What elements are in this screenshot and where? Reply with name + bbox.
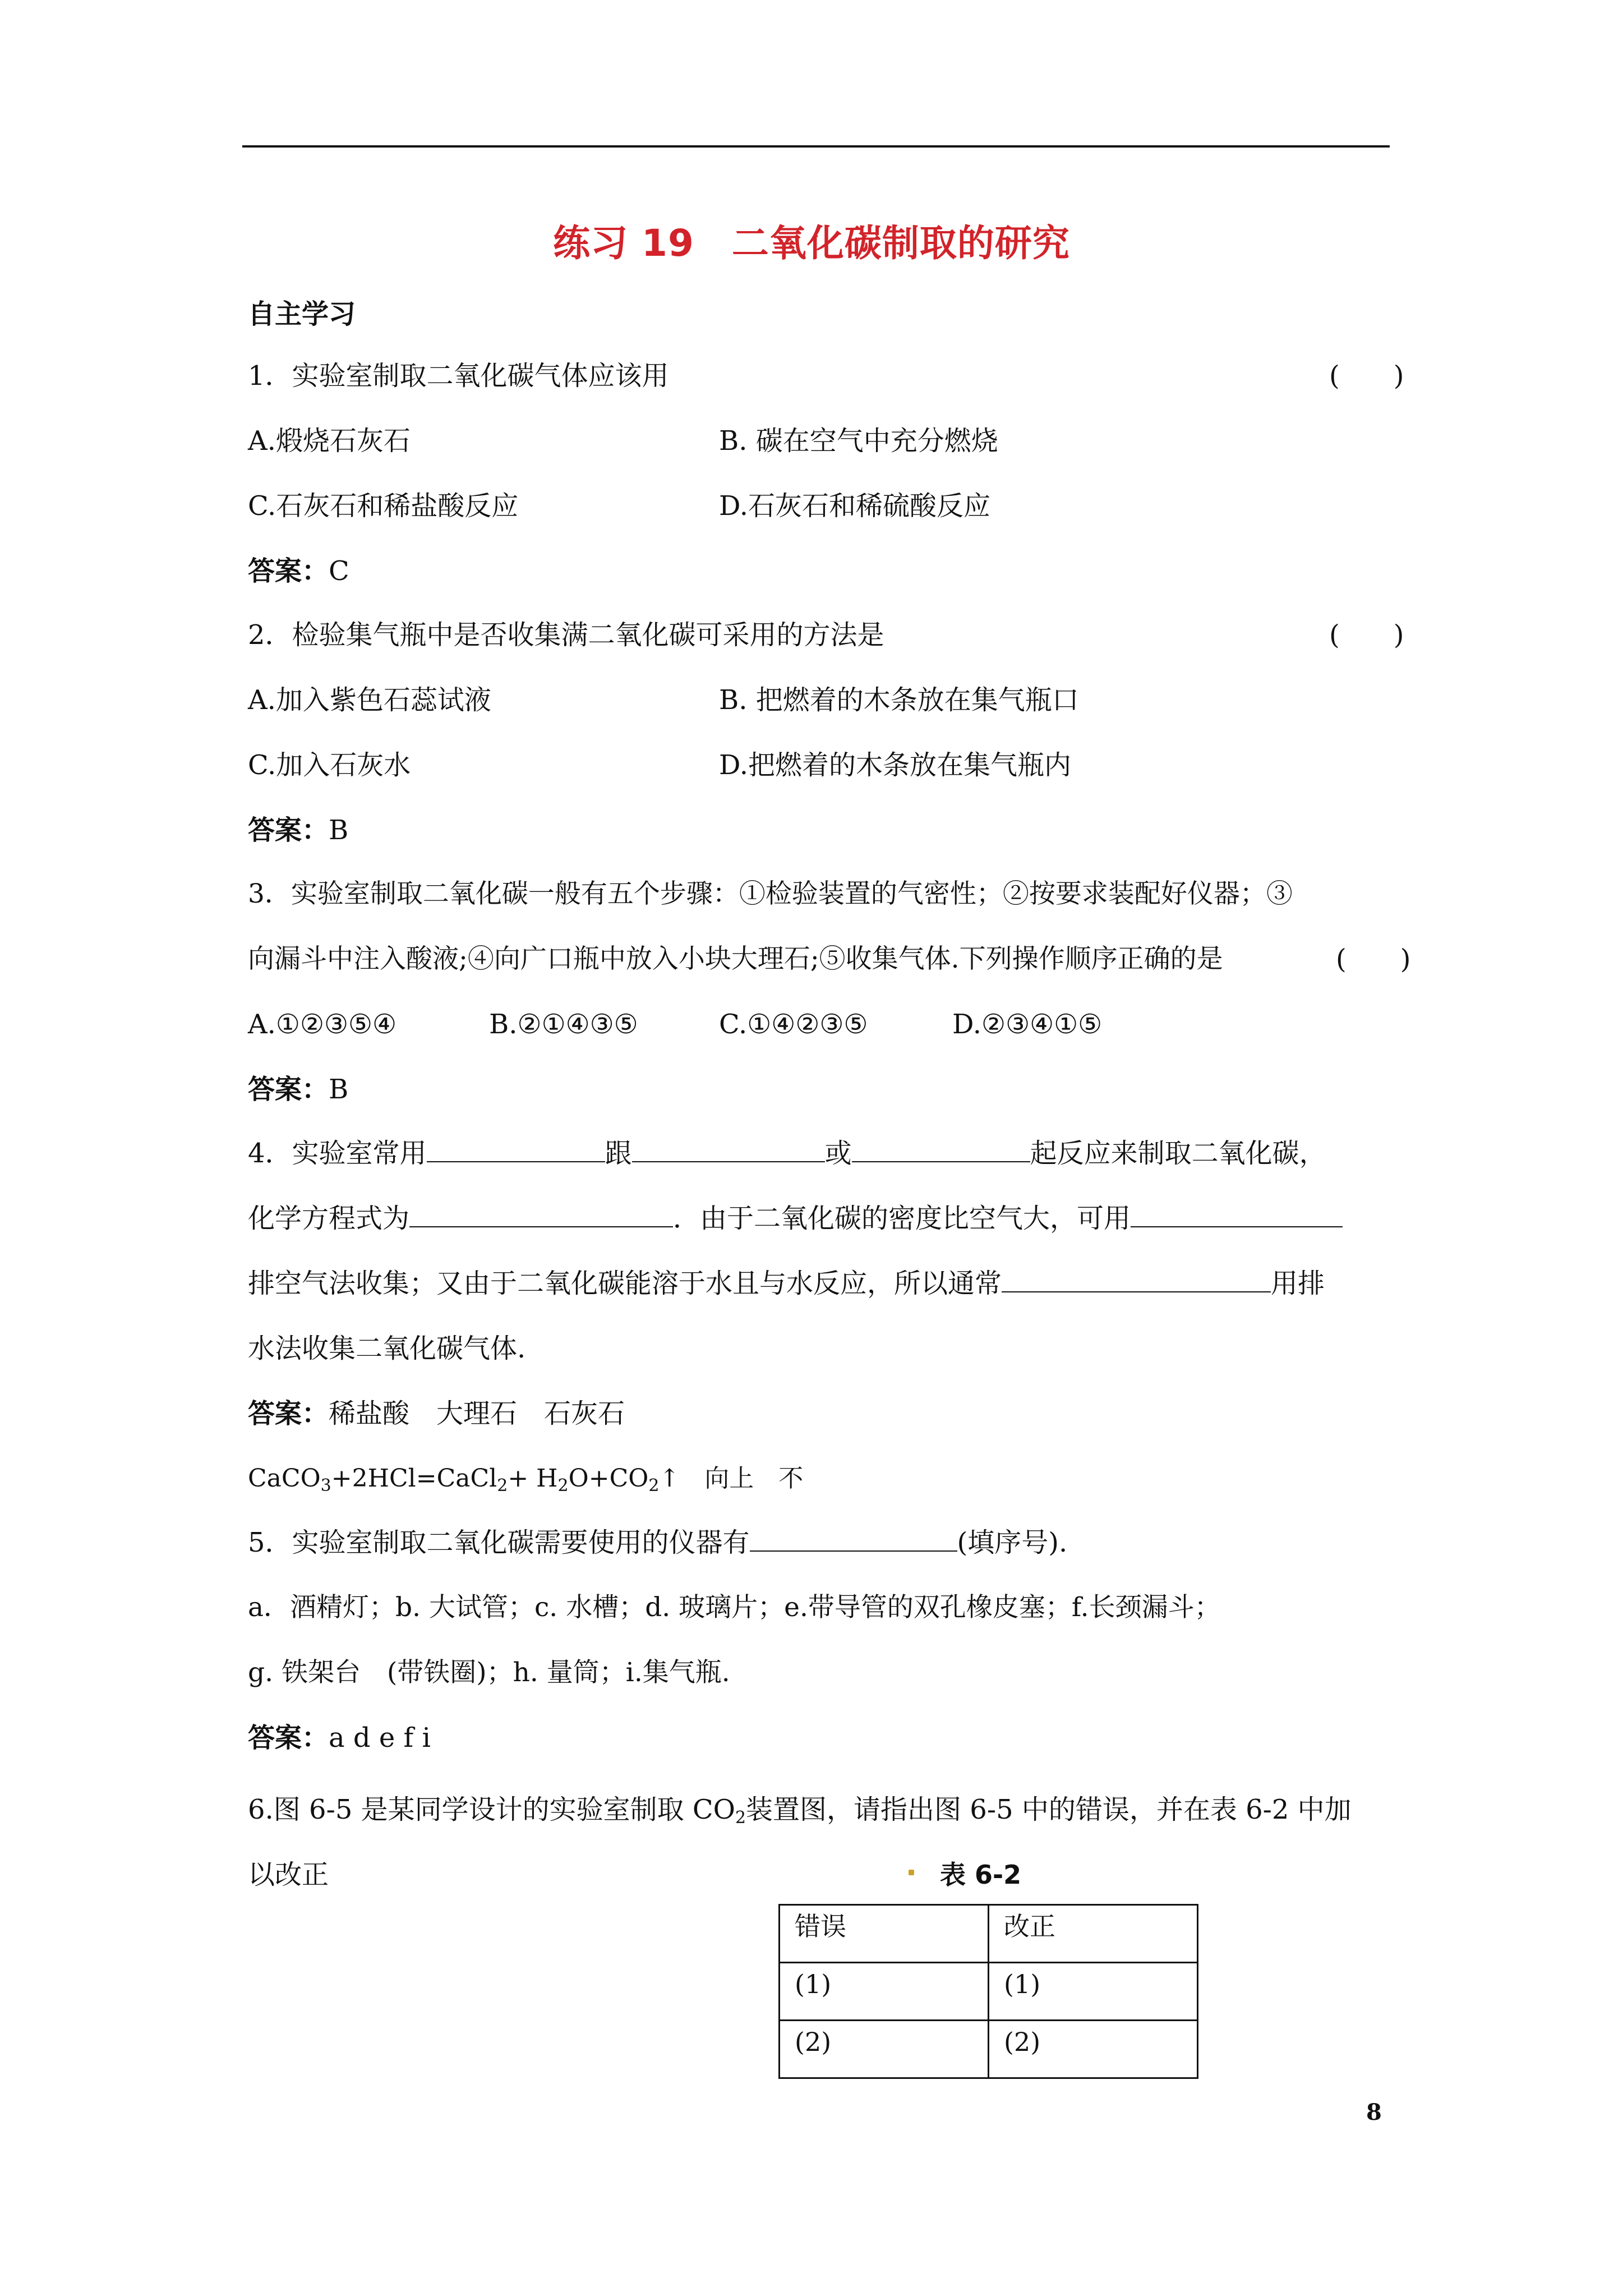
- q3-paren: ( ): [1336, 944, 1411, 975]
- table-cell: (1): [780, 1963, 989, 2021]
- q4-equation: [248, 1462, 803, 1503]
- equation-part: +2HCl=CaCl: [331, 1464, 497, 1493]
- decorative-dot: [909, 1870, 914, 1875]
- q4-answer-value: 稀盐酸 大理石 石灰石: [329, 1398, 625, 1429]
- equation-part: + H: [508, 1464, 558, 1493]
- q3-option-b: B.②①④③⑤: [489, 1009, 638, 1040]
- q2-option-b: B. 把燃着的木条放在集气瓶口: [719, 684, 1079, 716]
- q5-text: (填序号).: [957, 1527, 1068, 1558]
- q4-text: 或: [824, 1138, 852, 1169]
- q3-option-a: A.①②③⑤④: [248, 1009, 397, 1040]
- q5-options-line-1: a．酒精灯；b. 大试管；c. 水槽；d. 玻璃片；e.带导管的双孔橡皮塞；f.长颈漏斗；: [248, 1592, 1221, 1623]
- q2-option-c: C.加入石灰水: [248, 749, 411, 781]
- q3-answer-value: B: [329, 1074, 349, 1105]
- q6-text: 6.图 6-5 是某同学设计的实验室制取 CO: [248, 1794, 735, 1825]
- q4-blank-2: [632, 1137, 825, 1162]
- q2-option-a: A.加入紫色石蕊试液: [248, 684, 491, 716]
- equation-subscript: 2: [557, 1476, 569, 1496]
- q4-text: 排空气法收集；又由于二氧化碳能溶于水且与水反应，所以通常: [248, 1268, 1002, 1299]
- answer-label: 答案：: [248, 1722, 329, 1754]
- q4-blank-5: [1131, 1202, 1343, 1227]
- q4-line-4: 水法收集二氧化碳气体.: [248, 1333, 526, 1364]
- section-heading: 自主学习: [248, 298, 356, 330]
- q4-blank-4: [409, 1202, 673, 1227]
- q4-text: ．由于二氧化碳的密度比空气大，可用: [673, 1203, 1131, 1234]
- q5-text: 5．实验室制取二氧化碳需要使用的仪器有: [248, 1527, 750, 1558]
- equation-subscript: 2: [497, 1476, 508, 1496]
- q3-line-1: 3．实验室制取二氧化碳一般有五个步骤：①检验装置的气密性；②按要求装配好仪器；③: [248, 878, 1293, 909]
- q6-subscript: 2: [735, 1808, 746, 1828]
- q3-line-2: 向漏斗中注入酸液;④向广口瓶中放入小块大理石;⑤收集气体.下列操作顺序正确的是: [248, 944, 1223, 974]
- table-cell: (2): [989, 2021, 1198, 2078]
- q4-text: 用排: [1271, 1268, 1325, 1299]
- q6-stem: [248, 1793, 1352, 1835]
- equation-part: O+CO: [568, 1464, 649, 1493]
- equation-subscript: 2: [648, 1476, 660, 1496]
- q4-answer: [248, 1397, 625, 1430]
- q4-text: 起反应来制取二氧化碳，: [1030, 1138, 1326, 1169]
- q1-option-b: B. 碳在空气中充分燃烧: [719, 425, 998, 457]
- table-header: 错误: [780, 1905, 989, 1963]
- q2-answer-value: B: [329, 815, 349, 846]
- q2-stem: 2．检验集气瓶中是否收集满二氧化碳可采用的方法是: [248, 619, 884, 651]
- q2-paren: ( ): [1329, 619, 1404, 651]
- table-row: [780, 1963, 1198, 2021]
- equation-part: ↑ 向上 不: [659, 1464, 804, 1493]
- q2-option-d: D.把燃着的木条放在集气瓶内: [719, 749, 1072, 781]
- page-number: 8: [1366, 2099, 1382, 2125]
- header-rule: [242, 145, 1390, 148]
- table-cell: (2): [780, 2021, 989, 2078]
- q4-line-2: [248, 1202, 1343, 1235]
- q3-answer: [248, 1073, 348, 1106]
- q3-option-d: D.②③④①⑤: [952, 1009, 1103, 1040]
- q6-line-2: 以改正: [248, 1859, 329, 1890]
- table-header-row: [780, 1905, 1198, 1963]
- equation-part: CaCO: [248, 1464, 321, 1493]
- table-cell: (1): [989, 1963, 1198, 2021]
- q1-option-a: A.煅烧石灰石: [248, 425, 411, 457]
- q4-blank-1: [427, 1137, 605, 1162]
- q1-option-c: C.石灰石和稀盐酸反应: [248, 490, 519, 522]
- q5-answer-value: a d e f i: [329, 1722, 431, 1754]
- correction-table: [778, 1904, 1198, 2079]
- q6-text: 装置图，请指出图 6-5 中的错误，并在表 6-2 中加: [746, 1794, 1352, 1825]
- q2-answer: [248, 813, 348, 847]
- answer-label: 答案：: [248, 555, 329, 587]
- q5-stem: [248, 1526, 1067, 1559]
- q1-answer: [248, 554, 349, 588]
- q5-answer: [248, 1721, 431, 1755]
- q5-options-line-2: g. 铁架台 (带铁圈)；h. 量筒；i.集气瓶.: [248, 1657, 730, 1688]
- equation-subscript: 3: [320, 1476, 331, 1496]
- page-title: 练习 19 二氧化碳制取的研究: [553, 222, 1070, 265]
- q4-line-3: [248, 1267, 1325, 1300]
- q4-blank-3: [852, 1137, 1030, 1162]
- q4-text: 4．实验室常用: [248, 1138, 427, 1169]
- q1-stem: 1．实验室制取二氧化碳气体应该用: [248, 360, 669, 392]
- q4-blank-6: [1002, 1267, 1271, 1292]
- answer-label: 答案：: [248, 1398, 329, 1429]
- q4-line-1: [248, 1137, 1326, 1170]
- answer-label: 答案：: [248, 1074, 329, 1105]
- q4-text: 跟: [605, 1138, 632, 1169]
- answer-label: 答案：: [248, 815, 329, 846]
- q5-blank: [750, 1526, 957, 1552]
- q3-option-c: C.①④②③⑤: [719, 1009, 868, 1040]
- table-caption: 表 6-2: [940, 1860, 1022, 1890]
- table-header: 改正: [989, 1905, 1198, 1963]
- table-row: [780, 2021, 1198, 2078]
- q1-answer-value: C: [329, 555, 349, 587]
- q1-option-d: D.石灰石和稀硫酸反应: [719, 490, 991, 522]
- q4-text: 化学方程式为: [248, 1203, 410, 1234]
- q1-paren: ( ): [1329, 360, 1404, 392]
